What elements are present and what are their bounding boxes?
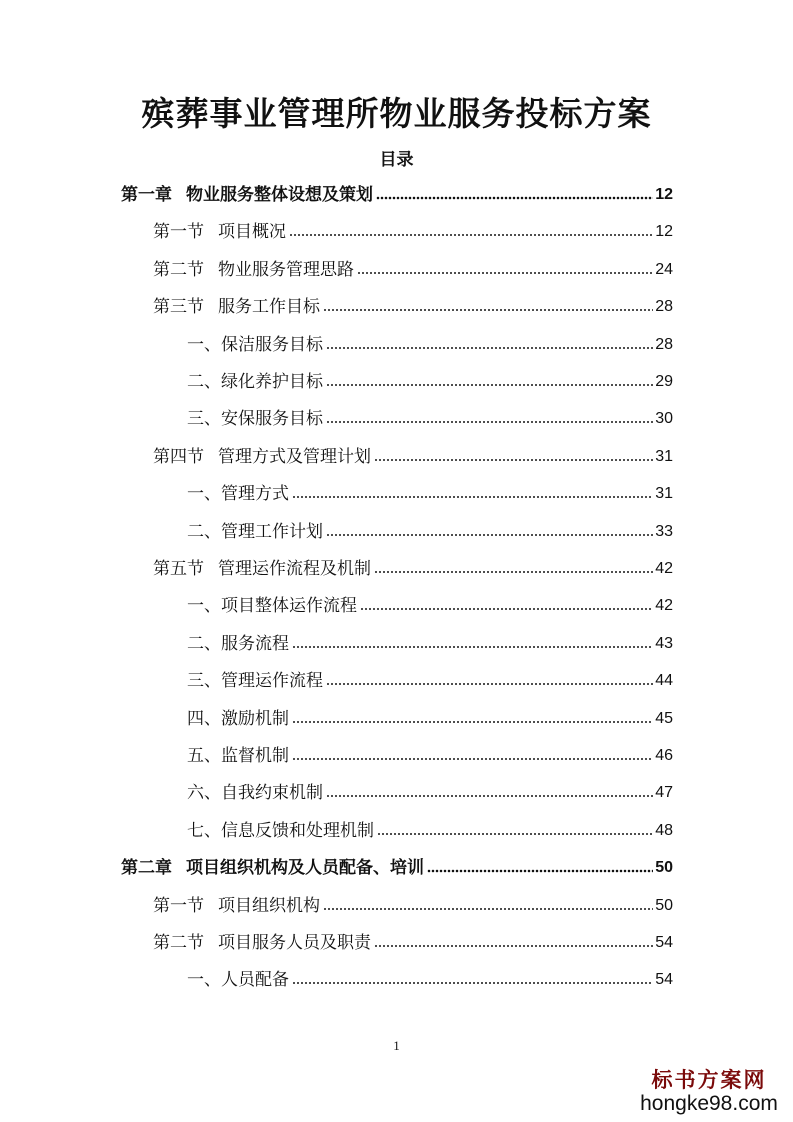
watermark-brand: 标书方案网 xyxy=(651,1067,767,1092)
toc-dot-leader xyxy=(292,644,653,650)
toc-entry-text: 自我约束机制 xyxy=(221,783,323,803)
toc-entry[interactable] xyxy=(153,891,673,917)
toc-entry-number: 二、 xyxy=(187,634,221,654)
watermark-logo xyxy=(639,1064,779,1116)
toc-dot-leader xyxy=(323,307,653,313)
toc-entry[interactable] xyxy=(153,255,673,281)
toc-entry-page: 54 xyxy=(655,934,673,951)
toc-entry-label xyxy=(121,857,424,879)
toc-entry-text: 管理运作流程及机制 xyxy=(218,559,371,579)
toc-entry[interactable] xyxy=(187,666,673,692)
toc-entry-number: 第二节 xyxy=(153,260,204,280)
toc-entry-page: 43 xyxy=(655,635,673,652)
toc-entry-label xyxy=(187,371,323,393)
toc-entry-number: 第一节 xyxy=(153,896,204,916)
toc-entry-number: 一、 xyxy=(187,335,221,355)
toc-entry[interactable] xyxy=(187,741,673,767)
toc-entry[interactable] xyxy=(153,928,673,954)
toc-entry[interactable] xyxy=(153,217,673,243)
toc-entry-number: 第五节 xyxy=(153,559,204,579)
toc-dot-leader xyxy=(292,980,653,986)
toc-entry-text: 服务工作目标 xyxy=(218,297,320,317)
toc-dot-leader xyxy=(374,457,653,463)
toc-entry-number: 第四节 xyxy=(153,447,204,467)
toc-entry-text: 物业服务整体设想及策划 xyxy=(186,185,373,205)
toc-entry[interactable] xyxy=(187,479,673,505)
toc-entry-page: 31 xyxy=(655,485,673,502)
toc-entry-number: 第二节 xyxy=(153,933,204,953)
toc-entry-label xyxy=(187,633,289,655)
toc-entry-number: 五、 xyxy=(187,746,221,766)
toc-entry-label xyxy=(187,670,323,692)
toc-entry-label xyxy=(187,521,323,543)
toc-dot-leader xyxy=(374,569,653,575)
toc-entry-text: 服务流程 xyxy=(221,634,289,654)
toc-dot-leader xyxy=(292,494,653,500)
toc-entry[interactable] xyxy=(187,778,673,804)
toc-dot-leader xyxy=(323,906,653,912)
toc-dot-leader xyxy=(374,943,653,949)
toc-entry-page: 28 xyxy=(655,298,673,315)
toc-entry-label xyxy=(153,221,286,243)
document-title: 殡葬事业管理所物业服务投标方案 xyxy=(141,94,652,133)
toc-entry-label xyxy=(187,969,289,991)
toc-entry-text: 安保服务目标 xyxy=(221,409,323,429)
toc-entry-number: 一、 xyxy=(187,970,221,990)
toc-entry-label xyxy=(187,708,289,730)
watermark-url: hongke98.com xyxy=(640,1092,778,1115)
toc-entry-text: 项目整体运作流程 xyxy=(221,596,357,616)
toc-entry[interactable] xyxy=(187,629,673,655)
toc-entry-page: 30 xyxy=(655,410,673,427)
toc-entry-page: 54 xyxy=(655,971,673,988)
toc-entry-page: 45 xyxy=(655,710,673,727)
toc-entry[interactable] xyxy=(187,517,673,543)
toc-entry-number: 第一章 xyxy=(121,185,172,205)
toc-entry-number: 一、 xyxy=(187,596,221,616)
toc-entry-number: 二、 xyxy=(187,522,221,542)
toc-dot-leader xyxy=(326,681,653,687)
toc-entry-text: 保洁服务目标 xyxy=(221,335,323,355)
toc-dot-leader xyxy=(357,270,653,276)
toc-entry-page: 47 xyxy=(655,784,673,801)
toc-entry[interactable] xyxy=(187,704,673,730)
toc-entry-label xyxy=(187,745,289,767)
toc-entry[interactable] xyxy=(187,965,673,991)
toc-entry-text: 人员配备 xyxy=(221,970,289,990)
toc-dot-leader xyxy=(326,382,653,388)
toc-entry-page: 42 xyxy=(655,560,673,577)
toc-entry-text: 监督机制 xyxy=(221,746,289,766)
toc-entry-label xyxy=(187,483,289,505)
toc-entry-label xyxy=(153,446,371,468)
toc-entry[interactable] xyxy=(153,442,673,468)
toc-entry-text: 管理工作计划 xyxy=(221,522,323,542)
toc-entry-page: 44 xyxy=(655,672,673,689)
toc-entry-page: 29 xyxy=(655,373,673,390)
toc-entry-page: 42 xyxy=(655,597,673,614)
toc-entry-label xyxy=(153,259,354,281)
toc-dot-leader xyxy=(289,232,653,238)
toc-entry-label xyxy=(187,595,357,617)
toc-entry-label xyxy=(187,820,374,842)
toc-entry-number: 七、 xyxy=(187,821,221,841)
toc-dot-leader xyxy=(377,831,653,837)
toc-entry-text: 物业服务管理思路 xyxy=(218,260,354,280)
toc-dot-leader xyxy=(326,793,653,799)
toc-dot-leader xyxy=(427,868,653,874)
toc-dot-leader xyxy=(376,195,653,201)
toc-entry-number: 六、 xyxy=(187,783,221,803)
toc-entry-number: 第二章 xyxy=(121,858,172,878)
toc-entry-text: 项目服务人员及职责 xyxy=(218,933,371,953)
toc-entry-number: 三、 xyxy=(187,409,221,429)
toc-entry-text: 信息反馈和处理机制 xyxy=(221,821,374,841)
toc-entry-number: 第三节 xyxy=(153,297,204,317)
toc-entry-text: 管理运作流程 xyxy=(221,671,323,691)
toc-dot-leader xyxy=(292,756,653,762)
toc-entry-page: 24 xyxy=(655,261,673,278)
toc-entry[interactable] xyxy=(121,180,673,206)
toc-entry-page: 50 xyxy=(655,859,673,876)
toc-entry-page: 12 xyxy=(655,186,673,203)
toc-entry-label xyxy=(153,895,320,917)
toc-dot-leader xyxy=(326,345,653,351)
toc-entry[interactable] xyxy=(153,554,673,580)
toc-entry-text: 管理方式及管理计划 xyxy=(218,447,371,467)
toc-entry-page: 48 xyxy=(655,822,673,839)
toc-heading: 目录 xyxy=(379,150,414,170)
toc-entry-number: 一、 xyxy=(187,484,221,504)
toc-entry[interactable] xyxy=(187,367,673,393)
toc-dot-leader xyxy=(326,419,653,425)
toc-entry-label xyxy=(153,558,371,580)
toc-entry-number: 第一节 xyxy=(153,222,204,242)
toc-entry-text: 项目组织机构及人员配备、培训 xyxy=(186,858,424,878)
toc-entry-number: 四、 xyxy=(187,709,221,729)
toc-entry-label xyxy=(153,932,371,954)
toc-entry-page: 33 xyxy=(655,523,673,540)
toc-entry-text: 项目组织机构 xyxy=(218,896,320,916)
toc-entry-page: 31 xyxy=(655,448,673,465)
toc-dot-leader xyxy=(360,606,653,612)
toc-entry[interactable] xyxy=(187,330,673,356)
toc-entry-page: 28 xyxy=(655,336,673,353)
toc-entry-number: 三、 xyxy=(187,671,221,691)
toc-entry-label xyxy=(187,334,323,356)
page-number: 1 xyxy=(393,1038,400,1053)
toc-entry[interactable] xyxy=(121,853,673,879)
toc-entry-page: 12 xyxy=(655,223,673,240)
toc-entry-text: 管理方式 xyxy=(221,484,289,504)
toc-entry[interactable] xyxy=(187,404,673,430)
toc-entry-page: 46 xyxy=(655,747,673,764)
toc-entry[interactable] xyxy=(187,816,673,842)
toc-dot-leader xyxy=(326,532,653,538)
toc-entry-page: 50 xyxy=(655,897,673,914)
toc-entry-label xyxy=(121,184,373,206)
toc-entry-number: 二、 xyxy=(187,372,221,392)
toc-dot-leader xyxy=(292,719,653,725)
toc-entry-text: 项目概况 xyxy=(218,222,286,242)
toc-entry[interactable] xyxy=(153,292,673,318)
toc-entry-label xyxy=(187,408,323,430)
toc-entry-label xyxy=(187,782,323,804)
toc-entry[interactable] xyxy=(187,591,673,617)
toc-entry-label xyxy=(153,296,320,318)
toc-entry-text: 激励机制 xyxy=(221,709,289,729)
toc-entry-text: 绿化养护目标 xyxy=(221,372,323,392)
